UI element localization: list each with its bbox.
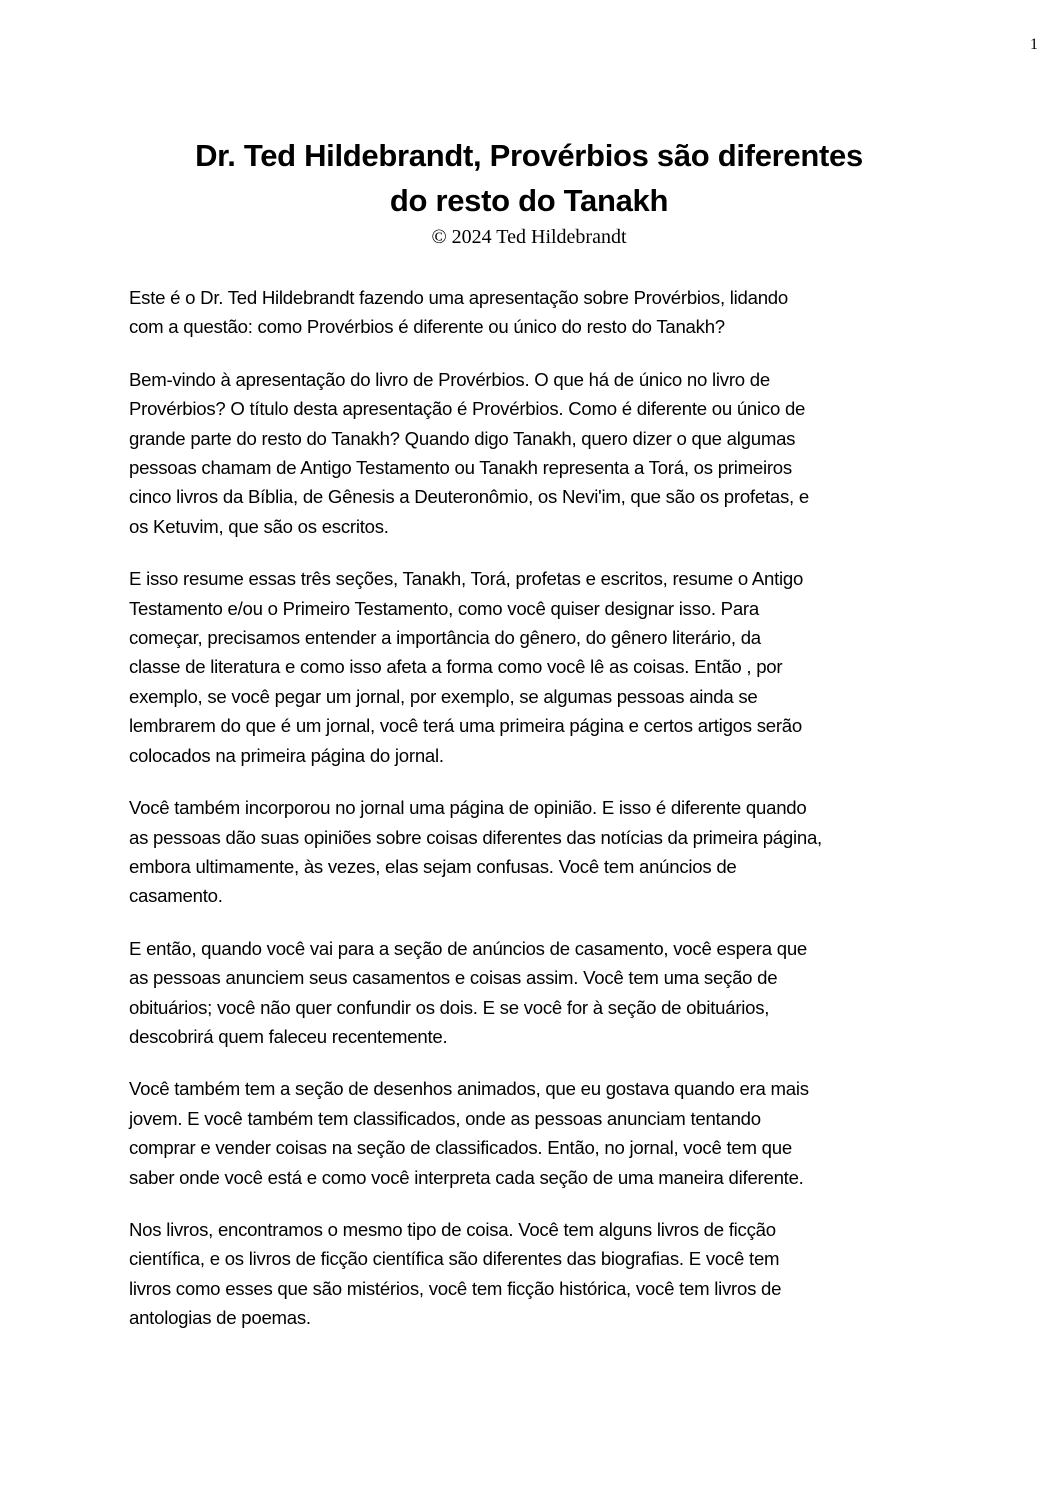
paragraph-line: cinco livros da Bíblia, de Gênesis a Deuteronômio, os Nevi'im, que são os profetas, e	[129, 486, 809, 508]
paragraph	[129, 1215, 949, 1333]
paragraph-line: E então, quando você vai para a seção de anúncios de casamento, você espera que	[129, 937, 807, 959]
paragraph-line: pessoas chamam de Antigo Testamento ou Tanakh representa a Torá, os primeiros	[129, 457, 792, 479]
paragraph-line: Você também incorporou no jornal uma página de opinião. E isso é diferente quando	[129, 797, 807, 819]
paragraph-line: Este é o Dr. Ted Hildebrandt fazendo uma apresentação sobre Provérbios, lidando	[129, 287, 788, 308]
paragraph-line: Bem-vindo à apresentação do livro de Provérbios. O que há de único no livro de	[129, 368, 770, 390]
paragraph-line: científica, e os livros de ficção científica são diferentes das biografias. E você tem	[129, 1248, 780, 1270]
page-number: 1	[1030, 36, 1038, 53]
paragraph-line: saber onde você está e como você interpreta cada seção de uma maneira diferente.	[129, 1166, 804, 1188]
paragraph-line: começar, precisamos entender a importância do gênero, do gênero literário, da	[129, 627, 761, 649]
paragraph	[129, 564, 949, 770]
paragraph-line: E isso resume essas três seções, Tanakh, Torá, profetas e escritos, resume o Antigo	[129, 568, 804, 590]
paragraph-line: colocados na primeira página do jornal.	[129, 744, 444, 766]
document-title	[0, 133, 1058, 223]
paragraph-line: obituários; você não quer confundir os dois. E se você for à seção de obituários,	[129, 996, 770, 1018]
paragraph-line: lembrarem do que é um jornal, você terá uma primeira página e certos artigos serão	[129, 715, 802, 737]
paragraph-line: com a questão: como Provérbios é diferente ou único do resto do Tanakh?	[129, 316, 725, 338]
paragraph	[129, 1074, 949, 1192]
copyright-line: © 2024 Ted Hildebrandt	[431, 226, 627, 248]
paragraph	[129, 365, 949, 541]
paragraph-line: as pessoas dão suas opiniões sobre coisas diferentes das notícias da primeira página,	[129, 826, 822, 848]
paragraph-line: as pessoas anunciem seus casamentos e coisas assim. Você tem uma seção de	[129, 967, 778, 989]
paragraph-line: Testamento e/ou o Primeiro Testamento, como você quiser designar isso. Para	[129, 597, 759, 619]
paragraph-line: Você também tem a seção de desenhos animados, que eu gostava quando era mais	[129, 1078, 809, 1100]
paragraph	[129, 934, 949, 1052]
document-body	[129, 283, 949, 1356]
paragraph-line: Provérbios? O título desta apresentação é Provérbios. Como é diferente ou único de	[129, 398, 806, 420]
paragraph	[129, 793, 949, 911]
paragraph-line: Nos livros, encontramos o mesmo tipo de coisa. Você tem alguns livros de ficção	[129, 1218, 776, 1240]
paragraph-line: exemplo, se você pegar um jornal, por exemplo, se algumas pessoas ainda se	[129, 685, 758, 707]
title-line: do resto do Tanakh	[389, 183, 669, 218]
paragraph-line: os Ketuvim, que são os escritos.	[129, 515, 389, 537]
title-line: Dr. Ted Hildebrandt, Provérbios são diferentes	[195, 138, 863, 173]
paragraph-line: livros como esses que são mistérios, você tem ficção histórica, você tem livros de	[129, 1277, 782, 1299]
paragraph-line: casamento.	[129, 885, 223, 907]
paragraph-line: antologias de poemas.	[129, 1307, 311, 1329]
paragraph-line: comprar e vender coisas na seção de classificados. Então, no jornal, você tem que	[129, 1137, 792, 1159]
paragraph-line: embora ultimamente, às vezes, elas sejam confusas. Você tem anúncios de	[129, 855, 737, 877]
paragraph-line: classe de literatura e como isso afeta a forma como você lê as coisas. Então , por	[129, 656, 783, 678]
paragraph-line: descobrirá quem faleceu recentemente.	[129, 1025, 448, 1047]
paragraph-line: jovem. E você também tem classificados, onde as pessoas anunciam tentando	[129, 1107, 761, 1129]
paragraph	[129, 283, 949, 342]
paragraph-line: grande parte do resto do Tanakh? Quando digo Tanakh, quero dizer o que algumas	[129, 427, 796, 449]
